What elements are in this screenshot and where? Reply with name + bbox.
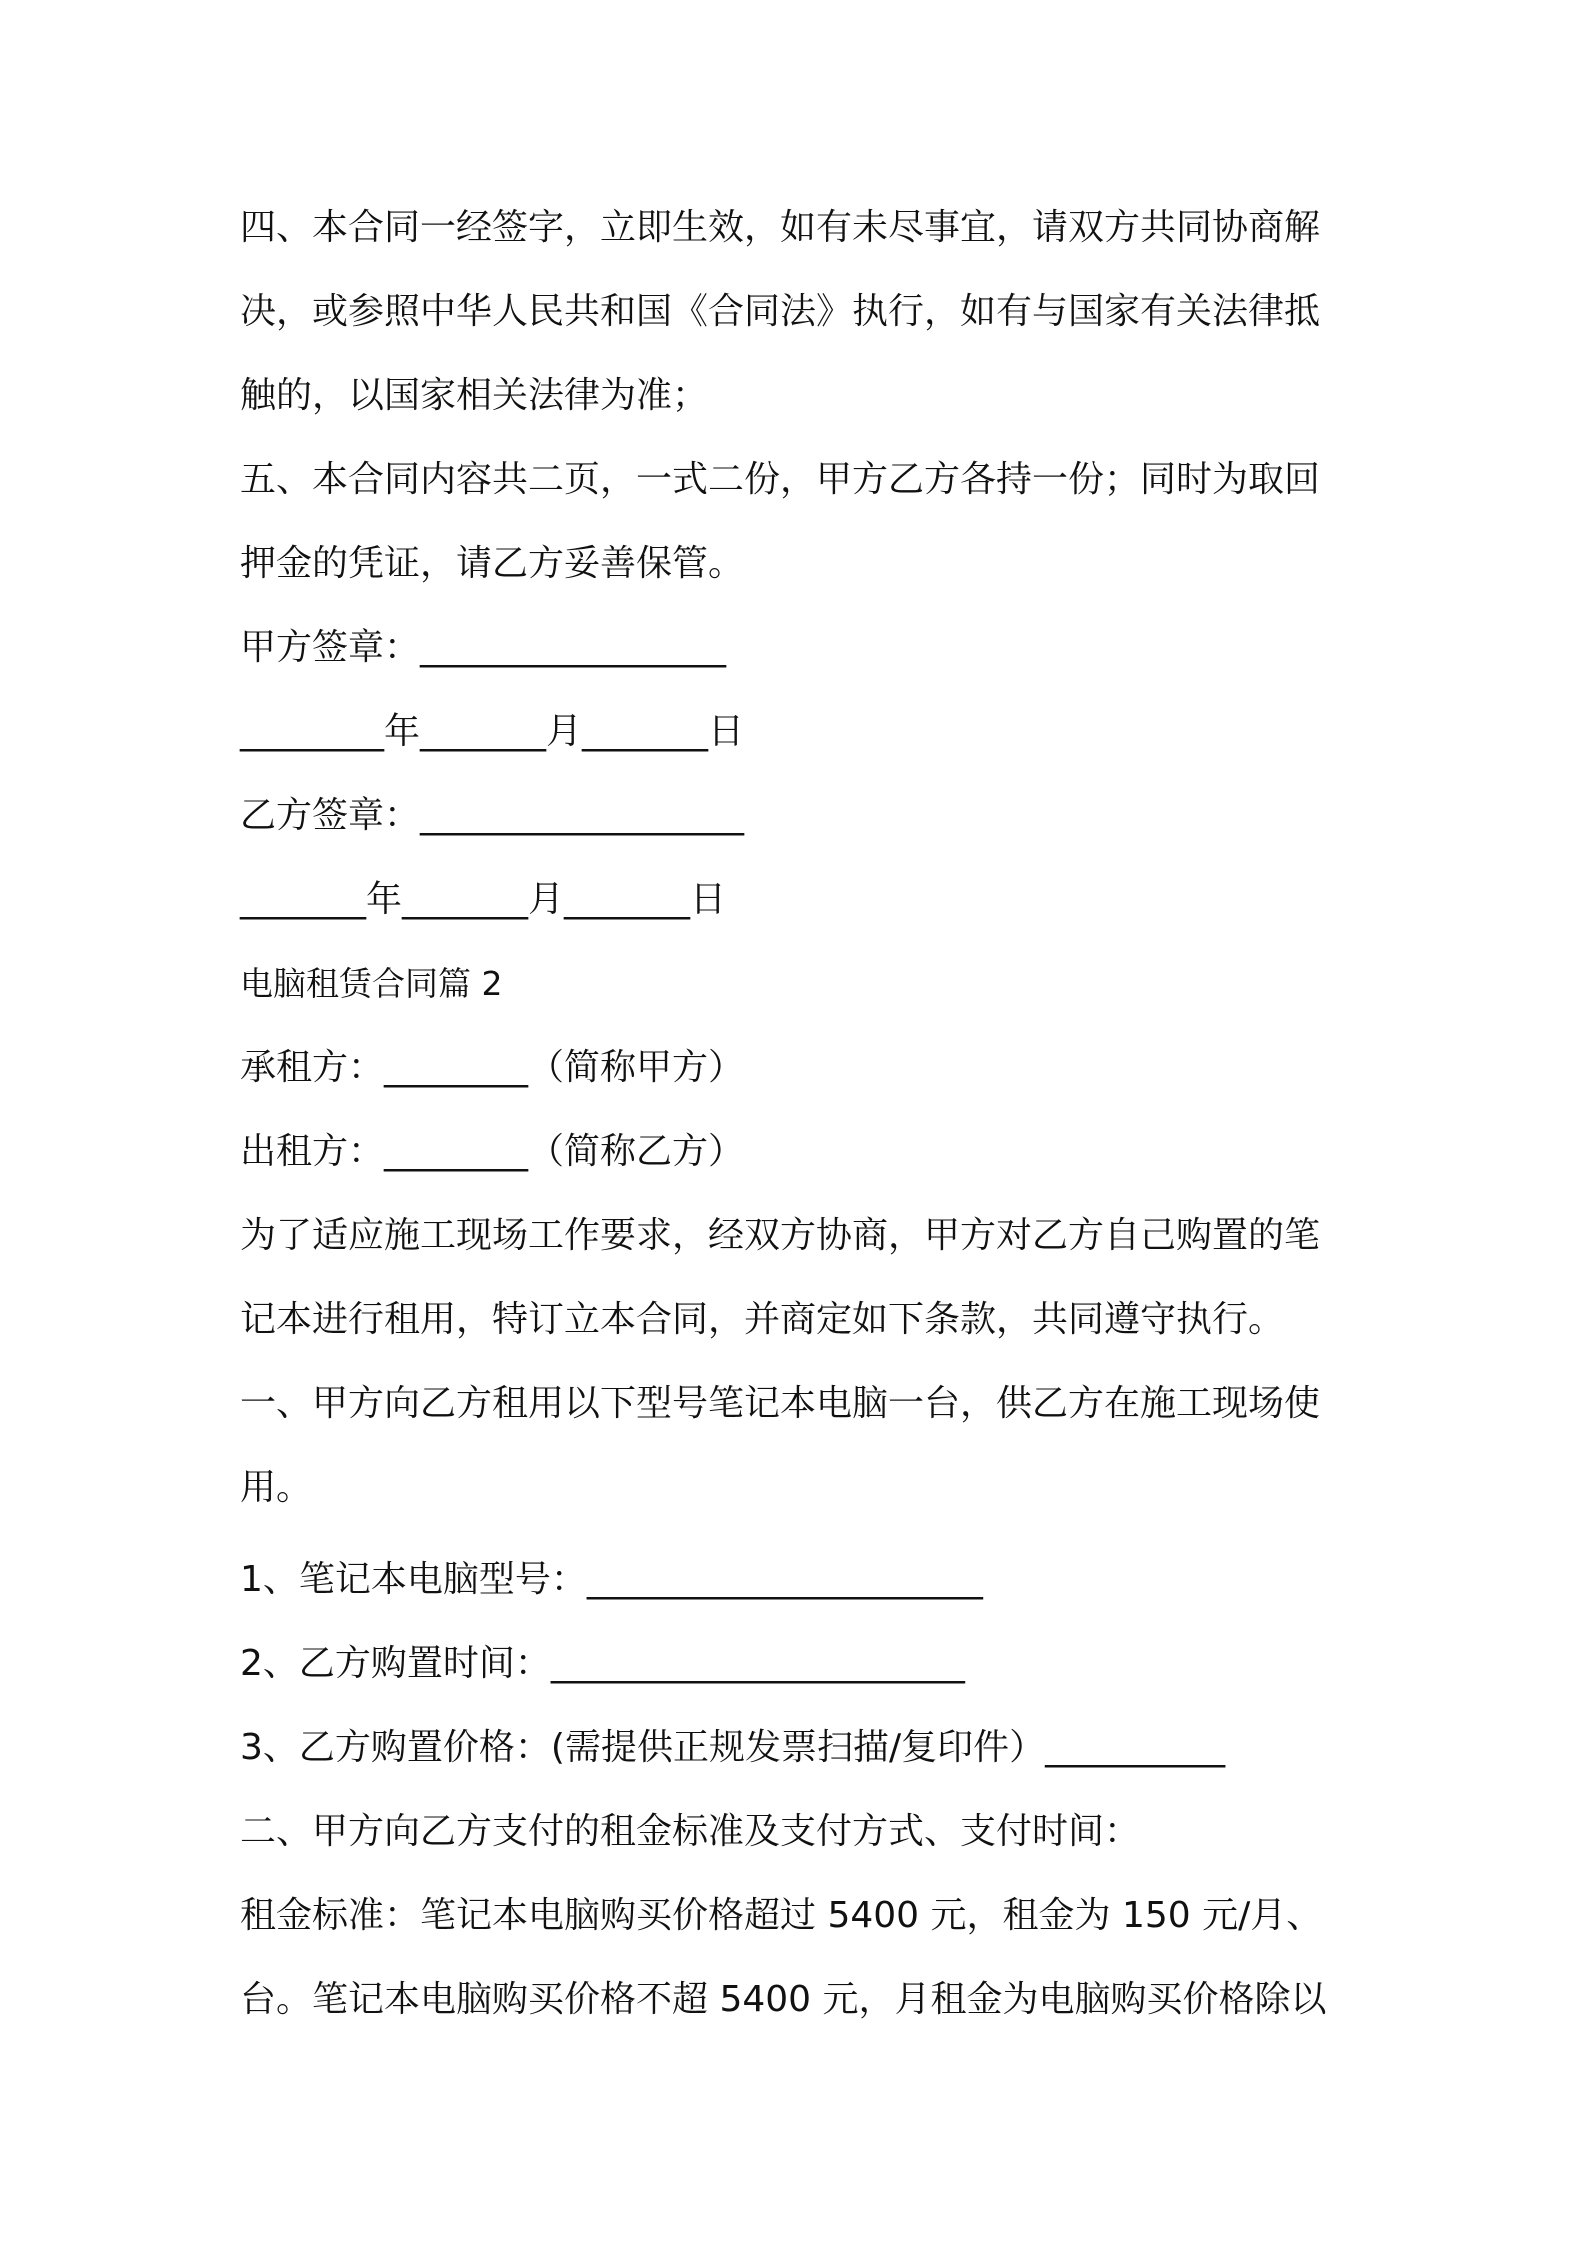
clause-4-line-3: 触的，以国家相关法律为准； <box>240 375 709 416</box>
clause-5-line-2: 押金的凭证，请乙方妥善保管。 <box>240 543 745 584</box>
party-a-signature: 甲方签章：_________________ <box>240 627 727 668</box>
clause-1-line-1: 一、甲方向乙方租用以下型号笔记本电脑一台，供乙方在施工现场使 <box>240 1383 1321 1424</box>
party-b-date: _______年_______月_______日 <box>240 879 726 920</box>
clause-2-heading: 二、甲方向乙方支付的租金标准及支付方式、支付时间： <box>240 1811 1141 1852</box>
party-a-date: ________年_______月_______日 <box>240 711 744 752</box>
purchase-time-line: 2、乙方购置时间：_______________________ <box>240 1643 965 1684</box>
clause-1-line-2: 用。 <box>240 1467 313 1508</box>
clause-5-line-1: 五、本合同内容共二页，一式二份，甲方乙方各持一份；同时为取回 <box>240 459 1321 500</box>
rent-standard-line-1: 租金标准：笔记本电脑购买价格超过 5400 元，租金为 150 元/月、 <box>240 1895 1323 1936</box>
laptop-model-line: 1、笔记本电脑型号：______________________ <box>240 1559 983 1600</box>
lessee-line: 承租方：________（简称甲方） <box>240 1047 745 1088</box>
section-title: 电脑租赁合同篇 2 <box>240 964 503 1003</box>
purchase-price-line: 3、乙方购置价格：(需提供正规发票扫描/复印件）__________ <box>240 1727 1226 1768</box>
preamble-line-1: 为了适应施工现场工作要求，经双方协商，甲方对乙方自己购置的笔 <box>240 1215 1321 1256</box>
clause-4-line-1: 四、本合同一经签字，立即生效，如有未尽事宜，请双方共同协商解 <box>240 207 1321 248</box>
preamble-line-2: 记本进行租用，特订立本合同，并商定如下条款，共同遵守执行。 <box>240 1299 1285 1340</box>
rent-standard-line-2: 台。笔记本电脑购买价格不超 5400 元，月租金为电脑购买价格除以 <box>240 1979 1327 2020</box>
clause-4-line-2: 决，或参照中华人民共和国《合同法》执行，如有与国家有关法律抵 <box>240 291 1321 332</box>
lessor-line: 出租方：________（简称乙方） <box>240 1131 745 1172</box>
party-b-signature: 乙方签章：__________________ <box>240 795 745 836</box>
